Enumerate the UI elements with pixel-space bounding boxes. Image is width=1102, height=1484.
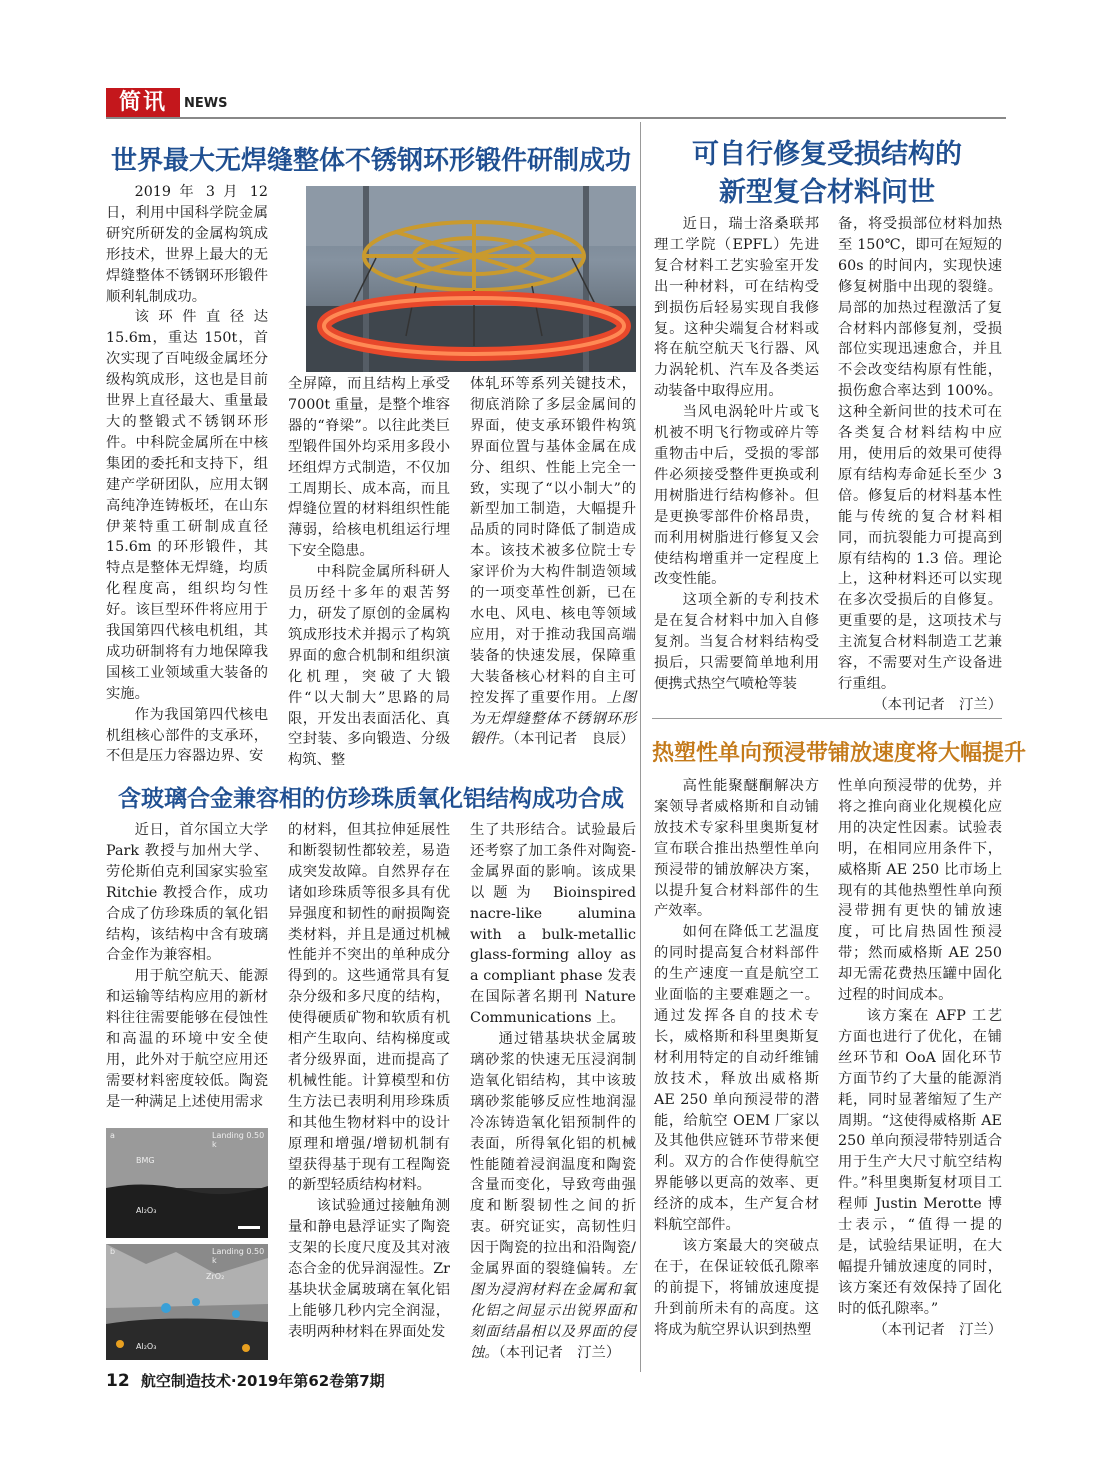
paragraph: 2019 年 3 月 12 日，利用中国科学院金属研究所研发的金属构筑成形技术，世界上最大的无焊缝整体不锈钢环形锻件顺利轧制成功。 — [106, 184, 268, 305]
paragraph: 该方案最大的突破点在于，在保证较低孔隙率的前提下，将铺放速度提升到前所未有的高度。这将成为航空界认识到热塑 — [654, 1237, 819, 1338]
paragraph: 该方案在 AFP 工艺方面也进行了优化，在铺丝环节和 OoA 固化环节方面节约了大量的能源消耗，同时显著缩短了生产周期。“这使得威格斯 AE 250 单向预浸带特别适合用于生产大尺寸航空结构件。”科里奥斯复材项目工程师 Justin Merotte 博士表示，“值得一提的是，试验结果证明，在大幅提升铺放速度的同时，该方案还有效保持了固化时的低孔隙率。” — [838, 1007, 1002, 1317]
paragraph: 高性能聚醚酮解决方案领导者威格斯和自动铺放技术专家科里奥斯复材宣布联合推出热塑性单向预浸带的铺放解决方案，以提升复合材料部件的生产效率。 — [654, 778, 819, 920]
byline: （本刊记者 良辰） — [512, 731, 635, 748]
paragraph: 该环件直径达 15.6m，重达 150t，首次实现了百吨级金属坯分级构筑成形，这也是目前世界上直径最大、重量最大的整锻式不锈钢环形件。中科院金属所在中核集团的委托和支持下，组建产学研团队，应用太钢高纯净连铸板坯，在山东伊莱特重工研制成直径 15.6m 的环形锻件，其特点是整体无焊缝，均质化程度高，组织均匀性好。该巨型环件将应用于我国第四代核电机组，其成功研制将有力地保障我国核工业领域重大装备的实施。 — [106, 309, 268, 702]
sem-a-scale: Landing 0.50 k — [212, 1131, 265, 1149]
paragraph: 如何在降低工艺温度的同时提高复合材料部件的生产速度一直是航空工业面临的主要难题之一。通过发挥各自的技术专长，威格斯和科里奥斯复材利用特定的自动纤维铺放技术，释放出威格斯 AE 250 单向预浸带的潜能，给航空 OEM 厂家以及其他供应链环节带来便利。双方的合作使得航空界能够以更高的效率、更经济的成本，生产复合材料航空部件。 — [654, 924, 819, 1234]
sem-a-phase-top: BMG — [136, 1156, 155, 1165]
article4-title: 热塑性单向预浸带铺放速度将大幅提升 — [652, 741, 1027, 766]
header-rule — [106, 117, 1006, 119]
byline: （本刊记者 汀兰） — [873, 1321, 1002, 1338]
article1-title: 世界最大无焊缝整体不锈钢环形锻件研制成功 — [110, 146, 631, 176]
paragraph: 全屏障，而且结构上承受 7000t 重量，是整个堆容器的“脊梁”。以往此类巨型锻件国外均采用多段小坯组焊方式制造，不仅加工周期长、成本高，而且焊缝位置的材料组织性能薄弱，给核电机组运行埋下安全隐患。 — [288, 376, 450, 560]
paragraph: 生了共形结合。试验最后还考察了加工条件对陶瓷-金属界面的影响。该成果以题为 Bioinspired nacre-like alumina with a bulk-metallic glass-forming alloy as a compliant phase 发表在国际著名期刊 Nature Communications 上。 — [470, 822, 636, 1027]
paragraph: 用于航空航天、能源和运输等结构应用的新材料往往需要能够在侵蚀性和高温的环境中安全使用，此外对于航空应用还需要材料密度较低。陶瓷是一种满足上述使用需求 — [106, 968, 268, 1110]
paragraph: 这项全新的专利技术是在复合材料中加入自修复剂。当复合材料结构受损后，只需要简单地利用便携式热空气喷枪等装 — [654, 592, 819, 692]
article3-col1 — [106, 820, 268, 1113]
section-label-cn: 简讯 — [106, 88, 180, 118]
paragraph: 性单向预浸带的优势，并将之推向商业化规模化应用的决定性因素。试验表明，在相同应用条件下，威格斯 AE 250 比市场上现有的其他热塑性单向预浸带拥有更快的铺放速度，可比肩热固性预浸带；然而威格斯 AE 250 却无需花费热压罐中固化过程的时间成本。 — [838, 778, 1002, 1004]
sem-b-phase-top: ZrO₂ — [206, 1272, 225, 1281]
article1-col3 — [470, 374, 636, 750]
paragraph: 备，将受损部位材料加热至 150℃，即可在短短的 60s 的时间内，实现快速修复树脂中出现的裂缝。局部的加热过程激活了复合材料内部修复剂，受损部位实现迅速愈合，并且不会改变结构原有性能，损伤愈合率达到 100%。这种全新问世的技术可在各类复合材料结构中应用，使用后的效果可使得原有结构寿命延长至少 3 倍。修复后的材料基本性能与传统的复合材料相同，而抗裂能力可提高到原有结构的 1.3 倍。理论上，这种材料还可以实现在多次受损后的自修复。更重要的是，这项技术与主流复合材料制造工艺兼容，不需要对生产设备进行重组。 — [838, 216, 1002, 692]
ring-forging-photo — [306, 186, 636, 372]
sem-a-tag: a — [110, 1131, 115, 1140]
article4-col2 — [838, 776, 1002, 1340]
article3-title: 含玻璃合金兼容相的仿珍珠质氧化铝结构成功合成 — [118, 786, 624, 812]
sem-a-phase-bottom: Al₂O₃ — [136, 1206, 157, 1215]
byline: （本刊记者 汀兰） — [498, 1344, 621, 1361]
paragraph: 的材料，但其拉伸延展性和断裂韧性都较差，易造成突发故障。自然界存在诸如珍珠质等很多具有优异强度和韧性的耐损陶瓷类材料，并且是通过机械性能并不突出的单种成分得到的。这些通常具有复杂分级和多尺度的结构，使得硬质矿物和软质有机相产生取向、结构梯度或者分级界面，进而提高了机械性能。计算模型和仿生方法已表明利用珍珠质和其他生物材料中的设计原理和增强/增韧机制有望获得基于现有工程陶瓷的新型轻质结构材料。 — [288, 822, 450, 1194]
journal-info: 航空制造技术·2019年第62卷第7期 — [140, 1372, 385, 1390]
image-caption: 左图为浸润材料在金属和氧化铝之间显示出锐界面和刻面结晶相以及界面的侵蚀。 — [470, 1261, 636, 1361]
paragraph: 近日，瑞士洛桑联邦理工学院（EPFL）先进复合材料工艺实验室开发出一种材料，可在结构受到损伤后轻易实现自我修复。这种尖端复合材料或将在航空航天飞行器、风力涡轮机、汽车及各类运动装备中取得应用。 — [654, 216, 819, 400]
sem-image-b — [106, 1244, 268, 1360]
page-number: 12 — [106, 1371, 130, 1391]
column-divider — [640, 122, 641, 1372]
article2-title-line1: 可自行修复受损结构的 — [692, 139, 962, 170]
section-label-en: NEWS — [184, 96, 228, 111]
sem-image-a — [106, 1128, 268, 1238]
paragraph: 中科院金属所科研人员历经十多年的艰苦努力，研发了原创的金属构筑成形技术并揭示了构筑界面的愈合机制和组织演化机理，突破了大锻件“以大制大”思路的局限，开发出表面活化、真空封装、多向锻造、分级构筑、整 — [288, 564, 450, 769]
byline: （本刊记者 汀兰） — [873, 696, 1002, 713]
photo-caption: 上图为无焊缝整体不锈钢环形锻件。 — [470, 689, 637, 748]
article2-title-line2: 新型复合材料问世 — [719, 177, 935, 208]
sem-b-phase-bottom: Al₂O₃ — [136, 1342, 157, 1351]
page-footer — [106, 1370, 385, 1391]
article1-col2 — [288, 374, 450, 771]
paragraph: 近日，首尔国立大学 Park 教授与加州大学、劳伦斯伯克利国家实验室 Ritchie 教授合作，成功合成了仿珍珠质的氧化铝结构，该结构中含有玻璃合金作为兼容相。 — [106, 822, 268, 964]
article1-col1 — [106, 182, 268, 767]
article2-col2 — [838, 214, 1002, 716]
article4-col1 — [654, 776, 819, 1340]
article3-col2 — [288, 820, 450, 1343]
paragraph: 体轧环等系列关键技术，彻底消除了多层金属间的界面，使支承环锻件构筑界面位置与基体金属在成分、组织、性能上完全一致，实现了“以小制大”的新型加工制造，大幅提升品质的同时降低了制造成本。该技术被多位院士专家评价为大构件制造领域的一项变革性创新，已在水电、风电、核电等领域应用，对于推动我国高端装备的快速发展，保障重大装备核心材料的自主可控发挥了重要作用。上图为无焊缝整体不锈钢环形锻件。（本刊记者 良辰） — [470, 376, 637, 748]
paragraph: 作为我国第四代核电机组核心部件的支承环，不但是压力容器边界、安 — [106, 706, 268, 765]
article3-col3 — [470, 820, 636, 1364]
article2-col1 — [654, 214, 819, 695]
article-divider — [652, 718, 1002, 719]
sem-b-scale: Landing 0.50 k — [212, 1247, 265, 1265]
paragraph: 当风电涡轮叶片或飞机被不明飞行物或碎片等重物击中后，受损的零部件必须接受整件更换或利用树脂进行结构修补。但是更换零部件价格昂贵，而利用树脂进行修复又会使结构增重并一定程度上改变性能。 — [654, 404, 819, 588]
section-badge — [106, 88, 242, 118]
paragraph: 该试验通过接触角测量和静电悬浮证实了陶瓷支架的长度尺度及其对液态合金的优异润湿性。Zr 基块状金属玻璃在氧化铝上能够几秒内完全润湿，表明两种材料在界面处发 — [288, 1198, 450, 1340]
sem-b-tag: b — [110, 1247, 116, 1256]
paragraph: 通过错基块状金属玻璃砂浆的快速无压浸润制造氧化铝结构，其中该玻璃砂浆能够反应性地润湿冷冻铸造氧化铝预制件的表面，所得氧化铝的机械性能随着浸润温度和陶瓷含量而变化，导致弯曲强度和断裂韧性之间的折衷。研究证实，高韧性归因于陶瓷的拉出和沿陶瓷/金属界面的裂缝偏转。左图为浸润材料在金属和氧化铝之间显示出锐界面和刻面结晶相以及界面的侵蚀。（本刊记者 汀兰） — [470, 1031, 636, 1361]
